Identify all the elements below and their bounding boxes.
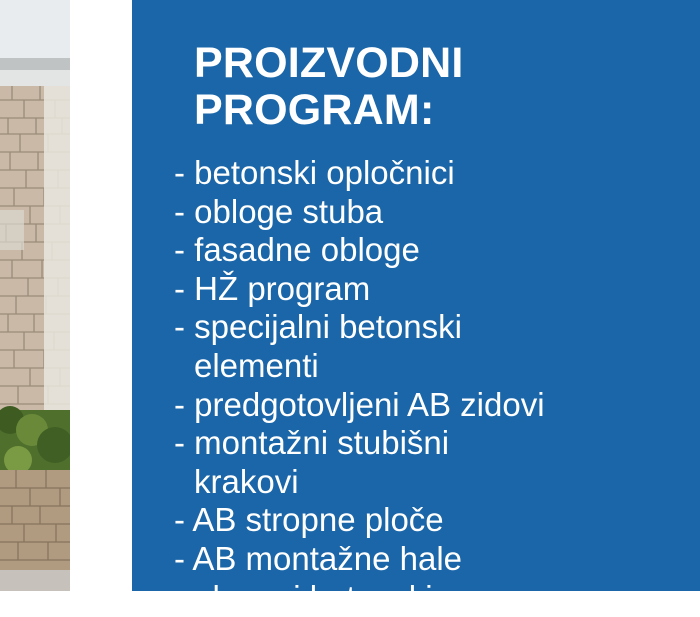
white-gap [70, 0, 132, 591]
list-item-text: - predgotovljeni AB zidovi [174, 385, 545, 423]
list-item [174, 386, 545, 425]
list-item [174, 540, 545, 579]
list-item-text: - obloge stuba [174, 192, 384, 230]
title-line-2: PROGRAM: [194, 86, 435, 134]
stone-wall-photo [0, 0, 70, 591]
list-item-text: - AB stropne ploče [174, 501, 444, 539]
list-item-text: - betonski opločnici [174, 154, 455, 191]
list-item [174, 501, 545, 540]
product-list [174, 154, 545, 617]
list-item [174, 308, 545, 385]
list-item [174, 424, 545, 501]
list-item [174, 231, 545, 270]
list-item [174, 270, 545, 309]
list-item-text: - montažni stubišni [174, 424, 450, 462]
list-item-text: - specijalni betonski [174, 308, 462, 346]
list-item-text: - AB montažne hale [174, 539, 463, 577]
list-item [174, 154, 545, 193]
title-line-1: PROIZVODNI [194, 39, 464, 87]
list-item-text: - HŽ program [174, 269, 371, 307]
list-item-continuation: elementi [194, 346, 319, 384]
program-title [194, 40, 464, 134]
list-item [174, 579, 545, 617]
blue-info-panel [132, 0, 700, 616]
list-item [174, 193, 545, 232]
list-item-text: - ukrasni betonski [174, 578, 433, 616]
list-item-continuation: krakovi [194, 462, 299, 500]
list-item-text: - fasadne obloge [174, 231, 420, 269]
